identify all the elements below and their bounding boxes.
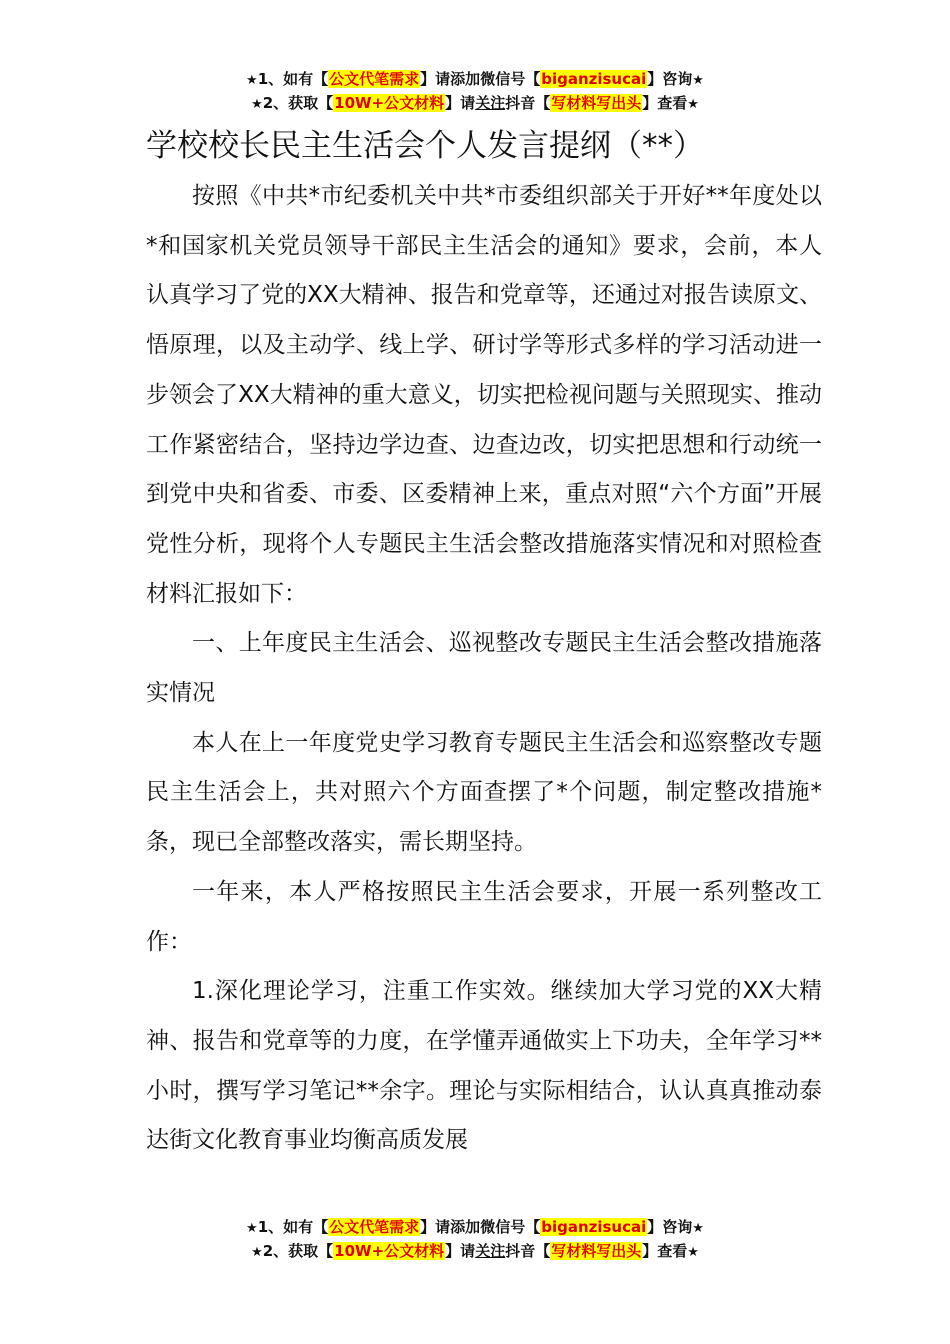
- promo-text: 】咨询: [647, 1218, 693, 1236]
- promo-wechat-id: biganzisucai: [541, 1218, 647, 1236]
- promo-emphasis: 添加: [450, 70, 481, 88]
- promo-text: 】请: [445, 94, 476, 112]
- promo-text: 微信号【: [480, 1218, 541, 1236]
- star-icon: ★: [692, 1221, 704, 1236]
- promo-text: 1、如有【: [257, 70, 329, 88]
- promo-douyin-id: 写材料写出头: [551, 1242, 642, 1260]
- promo-banner-bottom: [0, 1216, 950, 1264]
- promo-highlight: 公文代笔需求: [329, 1218, 420, 1236]
- promo-highlight: 10W+公文材料: [334, 1242, 445, 1260]
- promo-text: 2、获取【: [262, 1242, 334, 1260]
- promo-text: 】查看: [642, 1242, 688, 1260]
- promo-douyin-id: 写材料写出头: [551, 94, 642, 112]
- promo-emphasis: 添加: [450, 1218, 481, 1236]
- promo-text: 2、获取【: [262, 94, 334, 112]
- star-icon: ★: [687, 1245, 699, 1260]
- promo-text: 】查看: [642, 94, 688, 112]
- promo-banner-top: [0, 68, 950, 116]
- page-title: 学校校长民主生活会个人发言提纲（**）: [146, 128, 704, 164]
- promo-highlight: 公文代笔需求: [329, 70, 420, 88]
- promo-text: 抖音【: [505, 1242, 551, 1260]
- promo-text: 抖音【: [505, 94, 551, 112]
- promo-text: 】请: [420, 70, 451, 88]
- paragraph: 本人在上一年度党史学习教育专题民主生活会和巡察整改专题民主生活会上，共对照六个方面查摆了*个问题，制定整改措施*条，现已全部整改落实，需长期坚持。: [146, 729, 822, 856]
- star-icon: ★: [692, 73, 704, 88]
- promo-highlight: 10W+公文材料: [334, 94, 445, 112]
- star-icon: ★: [246, 1221, 258, 1236]
- promo-text: 】请: [420, 1218, 451, 1236]
- promo-emphasis: 关注: [475, 1242, 506, 1260]
- promo-emphasis: 关注: [475, 94, 506, 112]
- paragraph-intro: 按照《中共*市纪委机关中共*市委组织部关于开好**年度处以*和国家机关党员领导干部民主生活会的通知》要求，会前，本人认真学习了党的XX大精神、报告和党章等，还通过对报告读原文、悟原理，以及主动学、线上学、研讨学等形式多样的学习活动进一步领会了XX大精神的重大意义，切实把检视问题与关照现实、推动工作紧密结合，坚持边学边查、边查边改，切实把思想和行动统一到党中央和省委、市委、区委精神上来，重点对照“六个方面”开展党性分析，现将个人专题民主生活会整改措施落实情况和对照检查材料汇报如下：: [146, 183, 822, 607]
- star-icon: ★: [246, 73, 258, 88]
- section-heading: 一、上年度民主生活会、巡视整改专题民主生活会整改措施落实情况: [146, 630, 822, 707]
- paragraph: 一年来，本人严格按照民主生活会要求，开展一系列整改工作：: [146, 878, 822, 955]
- paragraph: 1.深化理论学习，注重工作实效。继续加大学习党的XX大精神、报告和党章等的力度，在学懂弄通做实上下功夫，全年学习**小时，撰写学习笔记**余字。理论与实际相结合，认认真真推动泰达街文化教育事业均衡高质发展: [146, 978, 822, 1154]
- promo-line-2: [0, 1240, 950, 1264]
- promo-text: 】咨询: [647, 70, 693, 88]
- promo-text: 】请: [445, 1242, 476, 1260]
- promo-wechat-id: biganzisucai: [541, 70, 647, 88]
- promo-text: 1、如有【: [257, 1218, 329, 1236]
- star-icon: ★: [687, 97, 699, 112]
- star-icon: ★: [251, 97, 263, 112]
- promo-line-1: [0, 68, 950, 92]
- promo-line-1: [0, 1216, 950, 1240]
- star-icon: ★: [251, 1245, 263, 1260]
- promo-line-2: [0, 92, 950, 116]
- promo-text: 微信号【: [480, 70, 541, 88]
- document-body: [146, 172, 822, 1166]
